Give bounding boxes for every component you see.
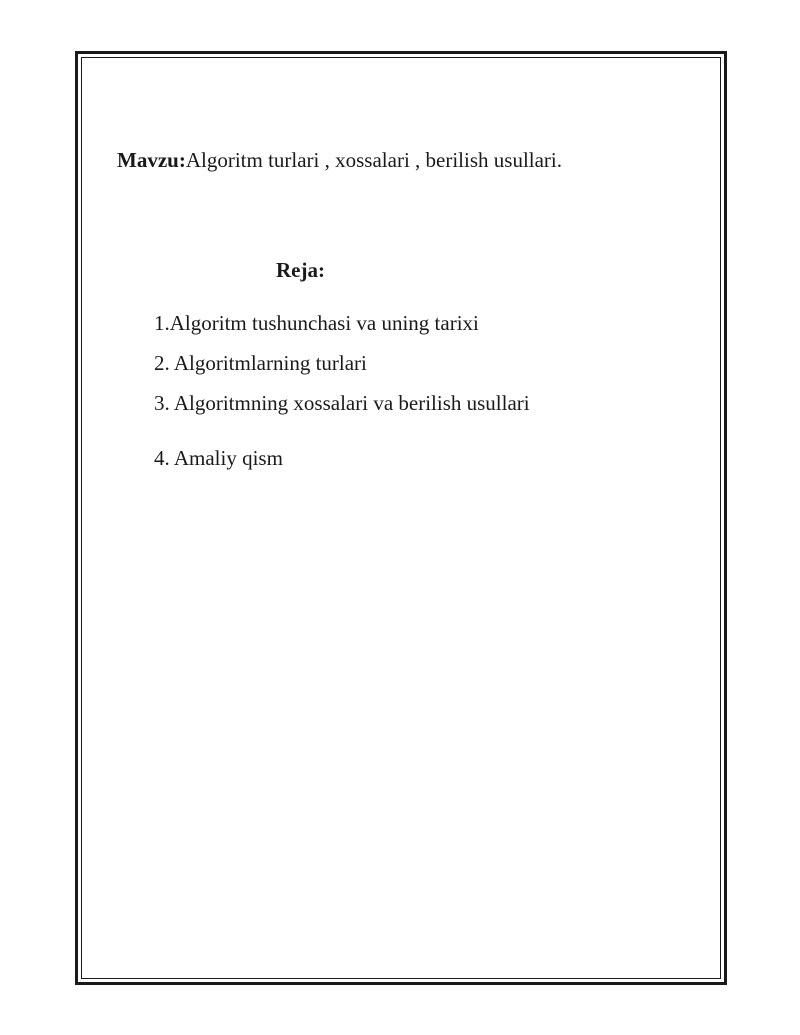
topic-line [117, 145, 562, 175]
plan-item: 3. Algoritmning xossalari va berilish usullari [154, 391, 530, 415]
plan-title: Reja: [276, 258, 325, 282]
plan-item: 2. Algoritmlarning turlari [154, 351, 367, 375]
topic-text: Algoritm turlari , xossalari , berilish usullari. [185, 148, 563, 172]
page-border-inner [81, 57, 721, 979]
plan-item: 4. Amaliy qism [154, 446, 283, 470]
topic-label: Mavzu: [117, 148, 186, 172]
plan-item: 1.Algoritm tushunchasi va uning tarixi [154, 311, 479, 335]
page-border-outer [75, 51, 727, 985]
